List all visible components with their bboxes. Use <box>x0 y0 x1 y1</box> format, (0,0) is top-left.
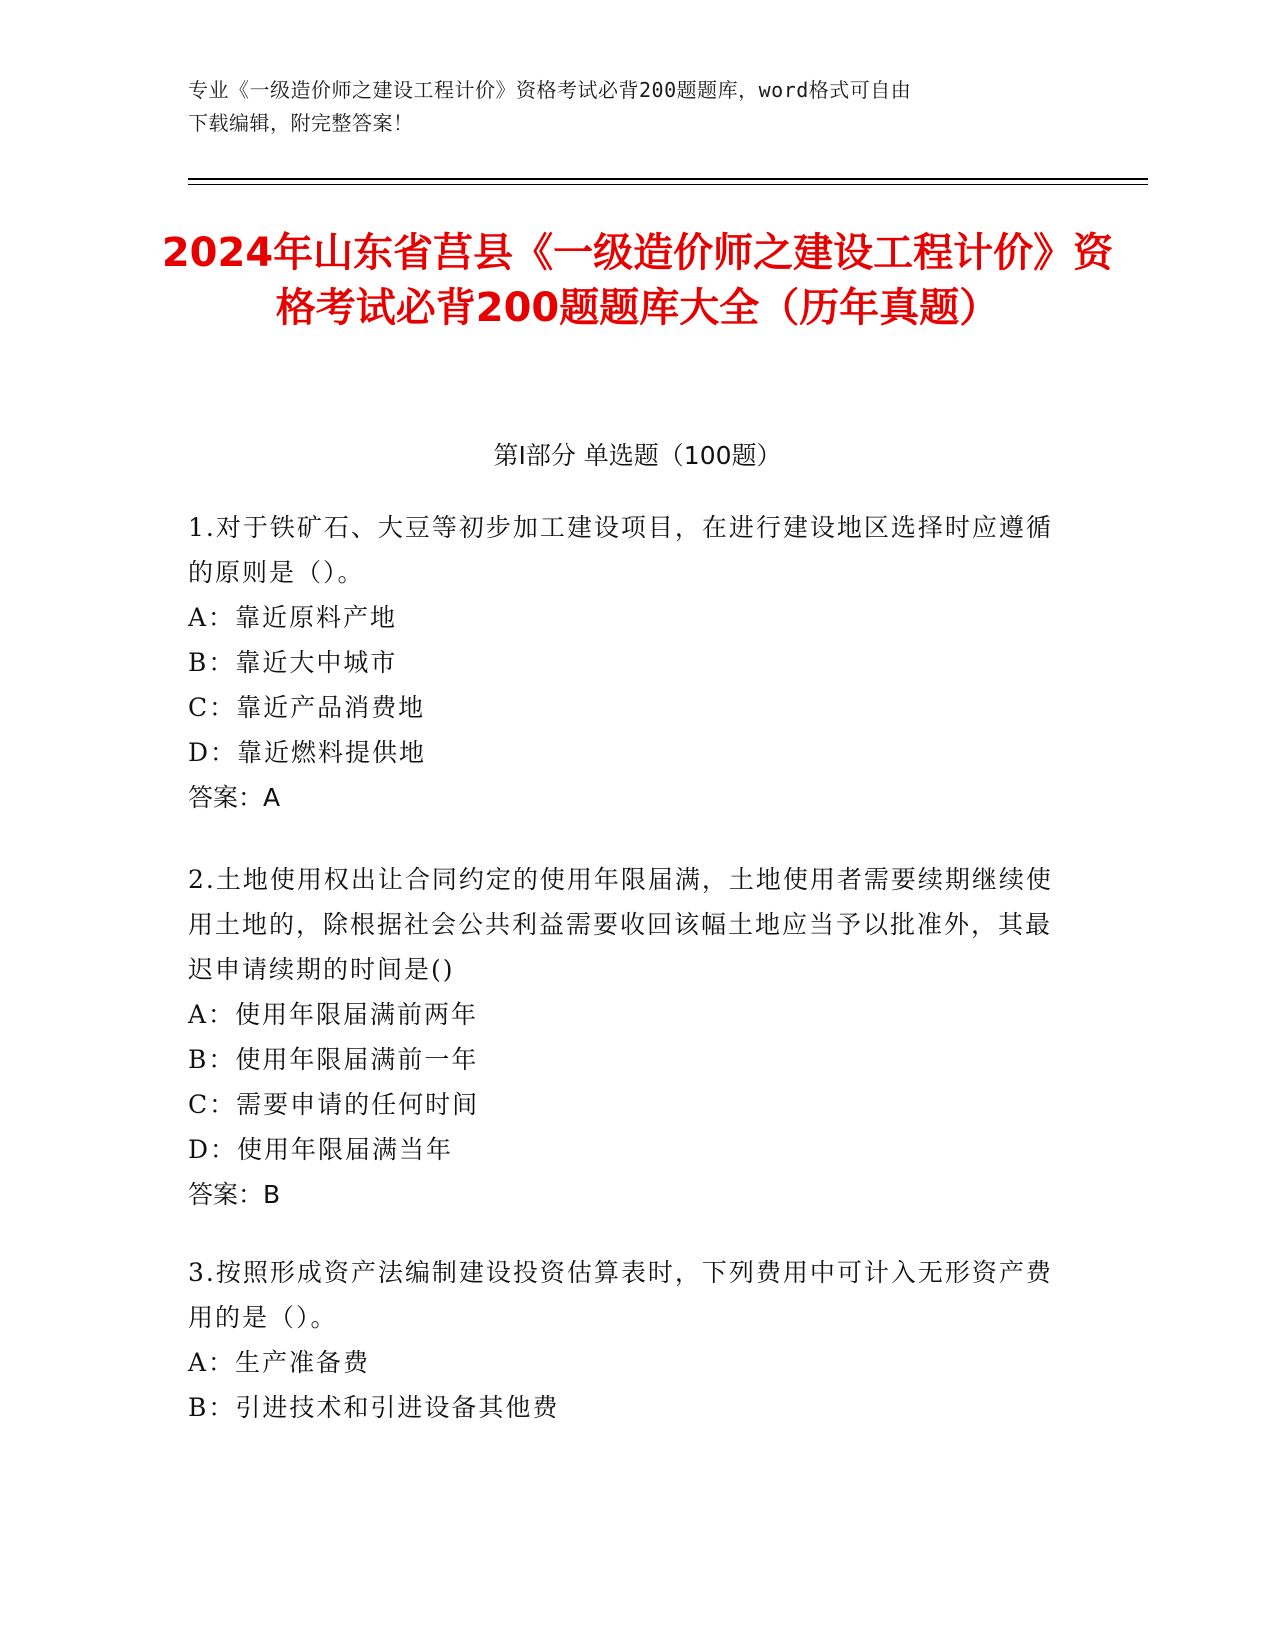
option-b: B：使用年限届满前一年 <box>188 1045 479 1074</box>
option-b: B：靠近大中城市 <box>188 648 398 677</box>
option-d: D：使用年限届满当年 <box>188 1135 454 1164</box>
document-title: 2024年山东省莒县《一级造价师之建设工程计价》资格考试必背200题题库大全（历年真题） <box>161 230 1114 331</box>
option-c: C：靠近产品消费地 <box>188 693 426 722</box>
header-divider-thin <box>188 184 1148 185</box>
header-note-line-2: 下载编辑，附完整答案！ <box>188 111 414 135</box>
option-c: C：需要申请的任何时间 <box>188 1090 480 1119</box>
header-note-line-1: 专业《一级造价师之建设工程计价》资格考试必背200题题库，word格式可自由 <box>188 78 912 102</box>
section-title: 第Ⅰ部分 单选题（100题） <box>493 441 782 470</box>
header-note <box>188 74 1088 140</box>
option-b: B：引进技术和引进设备其他费 <box>188 1393 560 1422</box>
option-a: A：生产准备费 <box>188 1348 371 1377</box>
question-3 <box>188 1250 1068 1430</box>
question-stem: 1.对于铁矿石、大豆等初步加工建设项目，在进行建设地区选择时应遵循的原则是（）。 <box>188 513 1053 587</box>
question-stem: 3.按照形成资产法编制建设投资估算表时，下列费用中可计入无形资产费用的是（）。 <box>188 1258 1053 1332</box>
option-a: A：使用年限届满前两年 <box>188 1000 479 1029</box>
header-divider-thick <box>188 178 1148 180</box>
option-d: D：靠近燃料提供地 <box>188 738 427 767</box>
answer-line: 答案：A <box>188 783 281 812</box>
question-2 <box>188 857 1068 1217</box>
question-stem: 2.土地使用权出让合同约定的使用年限届满，土地使用者需要续期继续使用土地的，除根据社会公共利益需要收回该幅土地应当予以批准外，其最迟申请续期的时间是() <box>188 865 1053 984</box>
option-a: A：靠近原料产地 <box>188 603 398 632</box>
answer-line: 答案：B <box>188 1180 281 1209</box>
question-1 <box>188 505 1068 820</box>
